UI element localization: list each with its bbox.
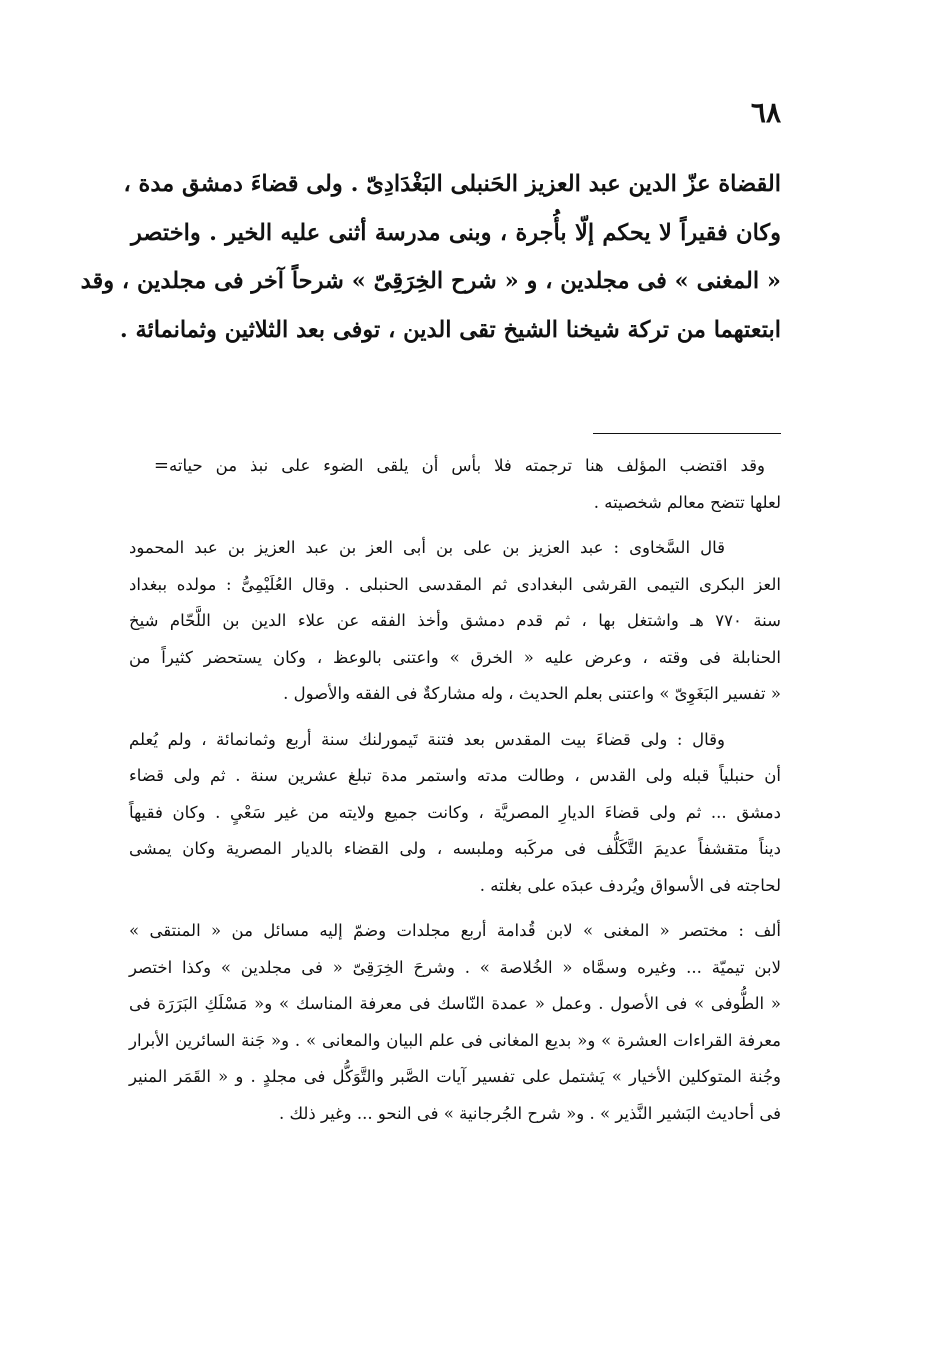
footnote-line: فى أحاديث البَشير النَّذير » . و« شرح الجُرجانية » فى النحو ... وغير ذلك . — [278, 1103, 781, 1123]
main-text-line: وكان فقيراً لا يحكم إلّا بأُجرة ، وبنى مدرسة أثنى عليه الخير . واختصر — [131, 219, 781, 246]
footnote-line: أن حنبلياً قبله ولى القدس ، وطالت مدته واستمر مدة تبلغ عشرين سنة . ثم ولى قضاء — [129, 766, 781, 785]
footnote-paragraph-works — [129, 913, 781, 1132]
main-text — [80, 160, 781, 354]
footnote-line: معرفة القراءات العشرة » و« بديع المغانى فى علم البيان والمعانى » . و« جَنة السائرين الأبرار — [129, 1030, 781, 1050]
footnote-separator — [593, 433, 781, 434]
footnote-line: ألف : مختصر « المغنى » لابن قُدامة أربع مجلدات وضمّ إليه مسائل من « المنتقى » — [129, 921, 781, 940]
main-text-line: ابتعتهما من تركة شيخنا الشيخ تقى الدين ، توفى بعد الثلاثين وثمانمائة . — [119, 316, 781, 343]
footnote-line: لعلها تتضح معالم شخصيته . — [593, 492, 781, 512]
page-number: ٦٨ — [750, 96, 781, 129]
footnote-line: دمشق ... ثم ولى قضاءَ الديارِ المصريَّة ، وكانت جميع ولايته من غير سَعْىٍ . وكان فقيهاً — [129, 802, 781, 822]
main-text-line: « المغنى » فى مجلدين ، و « شرح الخِرَقِىّ » شرحاً آخر فى مجلدين ، وقد — [80, 268, 781, 294]
footnote-line: وقد اقتضب المؤلف هنا ترجمته فلا بأس أن يلقى الضوء على نبذ من حياته — [169, 456, 765, 475]
footnotes — [129, 448, 781, 1141]
footnote-line: لحاجته فى الأسواق ويُردف عبدَه على بغلته . — [479, 875, 781, 895]
footnote-line: العز البكرى التيمى القرشى البغدادى ثم المقدسى الحنبلى . وقال العُلَيْمِىُّ : مولده ببغداد — [129, 574, 781, 594]
footnote-line: سنة ٧٧٠ هـ واشتغل بها ، ثم قدم دمشق وأخذ الفقه عن علاء الدين بن اللَّحّام شيخ — [129, 611, 781, 630]
footnote-line: ديناً متقشفاً عديمَ التَّكَلُّف فى مركَبه وملبسه ، ولى القضاء بالديار المصرية وكان يمشى — [129, 839, 781, 858]
footnote-line: الحنابلة فى وقته ، وعرض عليه « الخرق » واعتنى بالوعظ ، وكان يستحضر كثيراً من — [129, 647, 781, 667]
footnote-paragraph-sakhawi — [129, 530, 781, 713]
footnote-line: قال السَّخاوى : عبد العزيز بن على بن أبى العز بن عبد العزيز بن عبد المحمود — [129, 538, 725, 557]
footnote-line: وقال : ولى قضاءَ بيت المقدس بعد فتنة تَيمورلنك سنة أربع وثمانمائة ، ولم يُعلم — [129, 729, 725, 749]
footnote-line: لابن تيميّة ... وغيره وسمَّاه « الخُلاصة » . وشرحَ الخِرَقِىّ « فى مجلدين » وكذا اختصر — [129, 957, 781, 977]
continuation-marker: = — [153, 455, 169, 476]
footnote-line: « الطُّوفى » فى الأصول . وعمل « عمدة النّاسك فى معرفة المناسك » و« مَسْلَكِ البَرَرَة فى — [129, 994, 781, 1013]
footnote-line: وجُنة المتوكلين الأخيار » يَشتمل على تفسير آيات الصَّبر والتَّوَكُّل فى مجلدٍ . و « القَمَر المنير — [129, 1067, 781, 1086]
footnote-first-row — [129, 448, 781, 485]
footnote-paragraph-offices — [129, 722, 781, 905]
footnote-paragraph-intro — [129, 448, 781, 521]
main-text-line: القضاة عزّ الدين عبد العزيز الحَنبلى البَغْدَادِىّ . ولى قضاءَ دمشق مدة ، — [123, 171, 781, 197]
footnote-line: « تفسير البَغَوِىّ » واعتنى بعلم الحديث ، وله مشاركةٌ فى الفقه والأصول . — [283, 684, 781, 703]
